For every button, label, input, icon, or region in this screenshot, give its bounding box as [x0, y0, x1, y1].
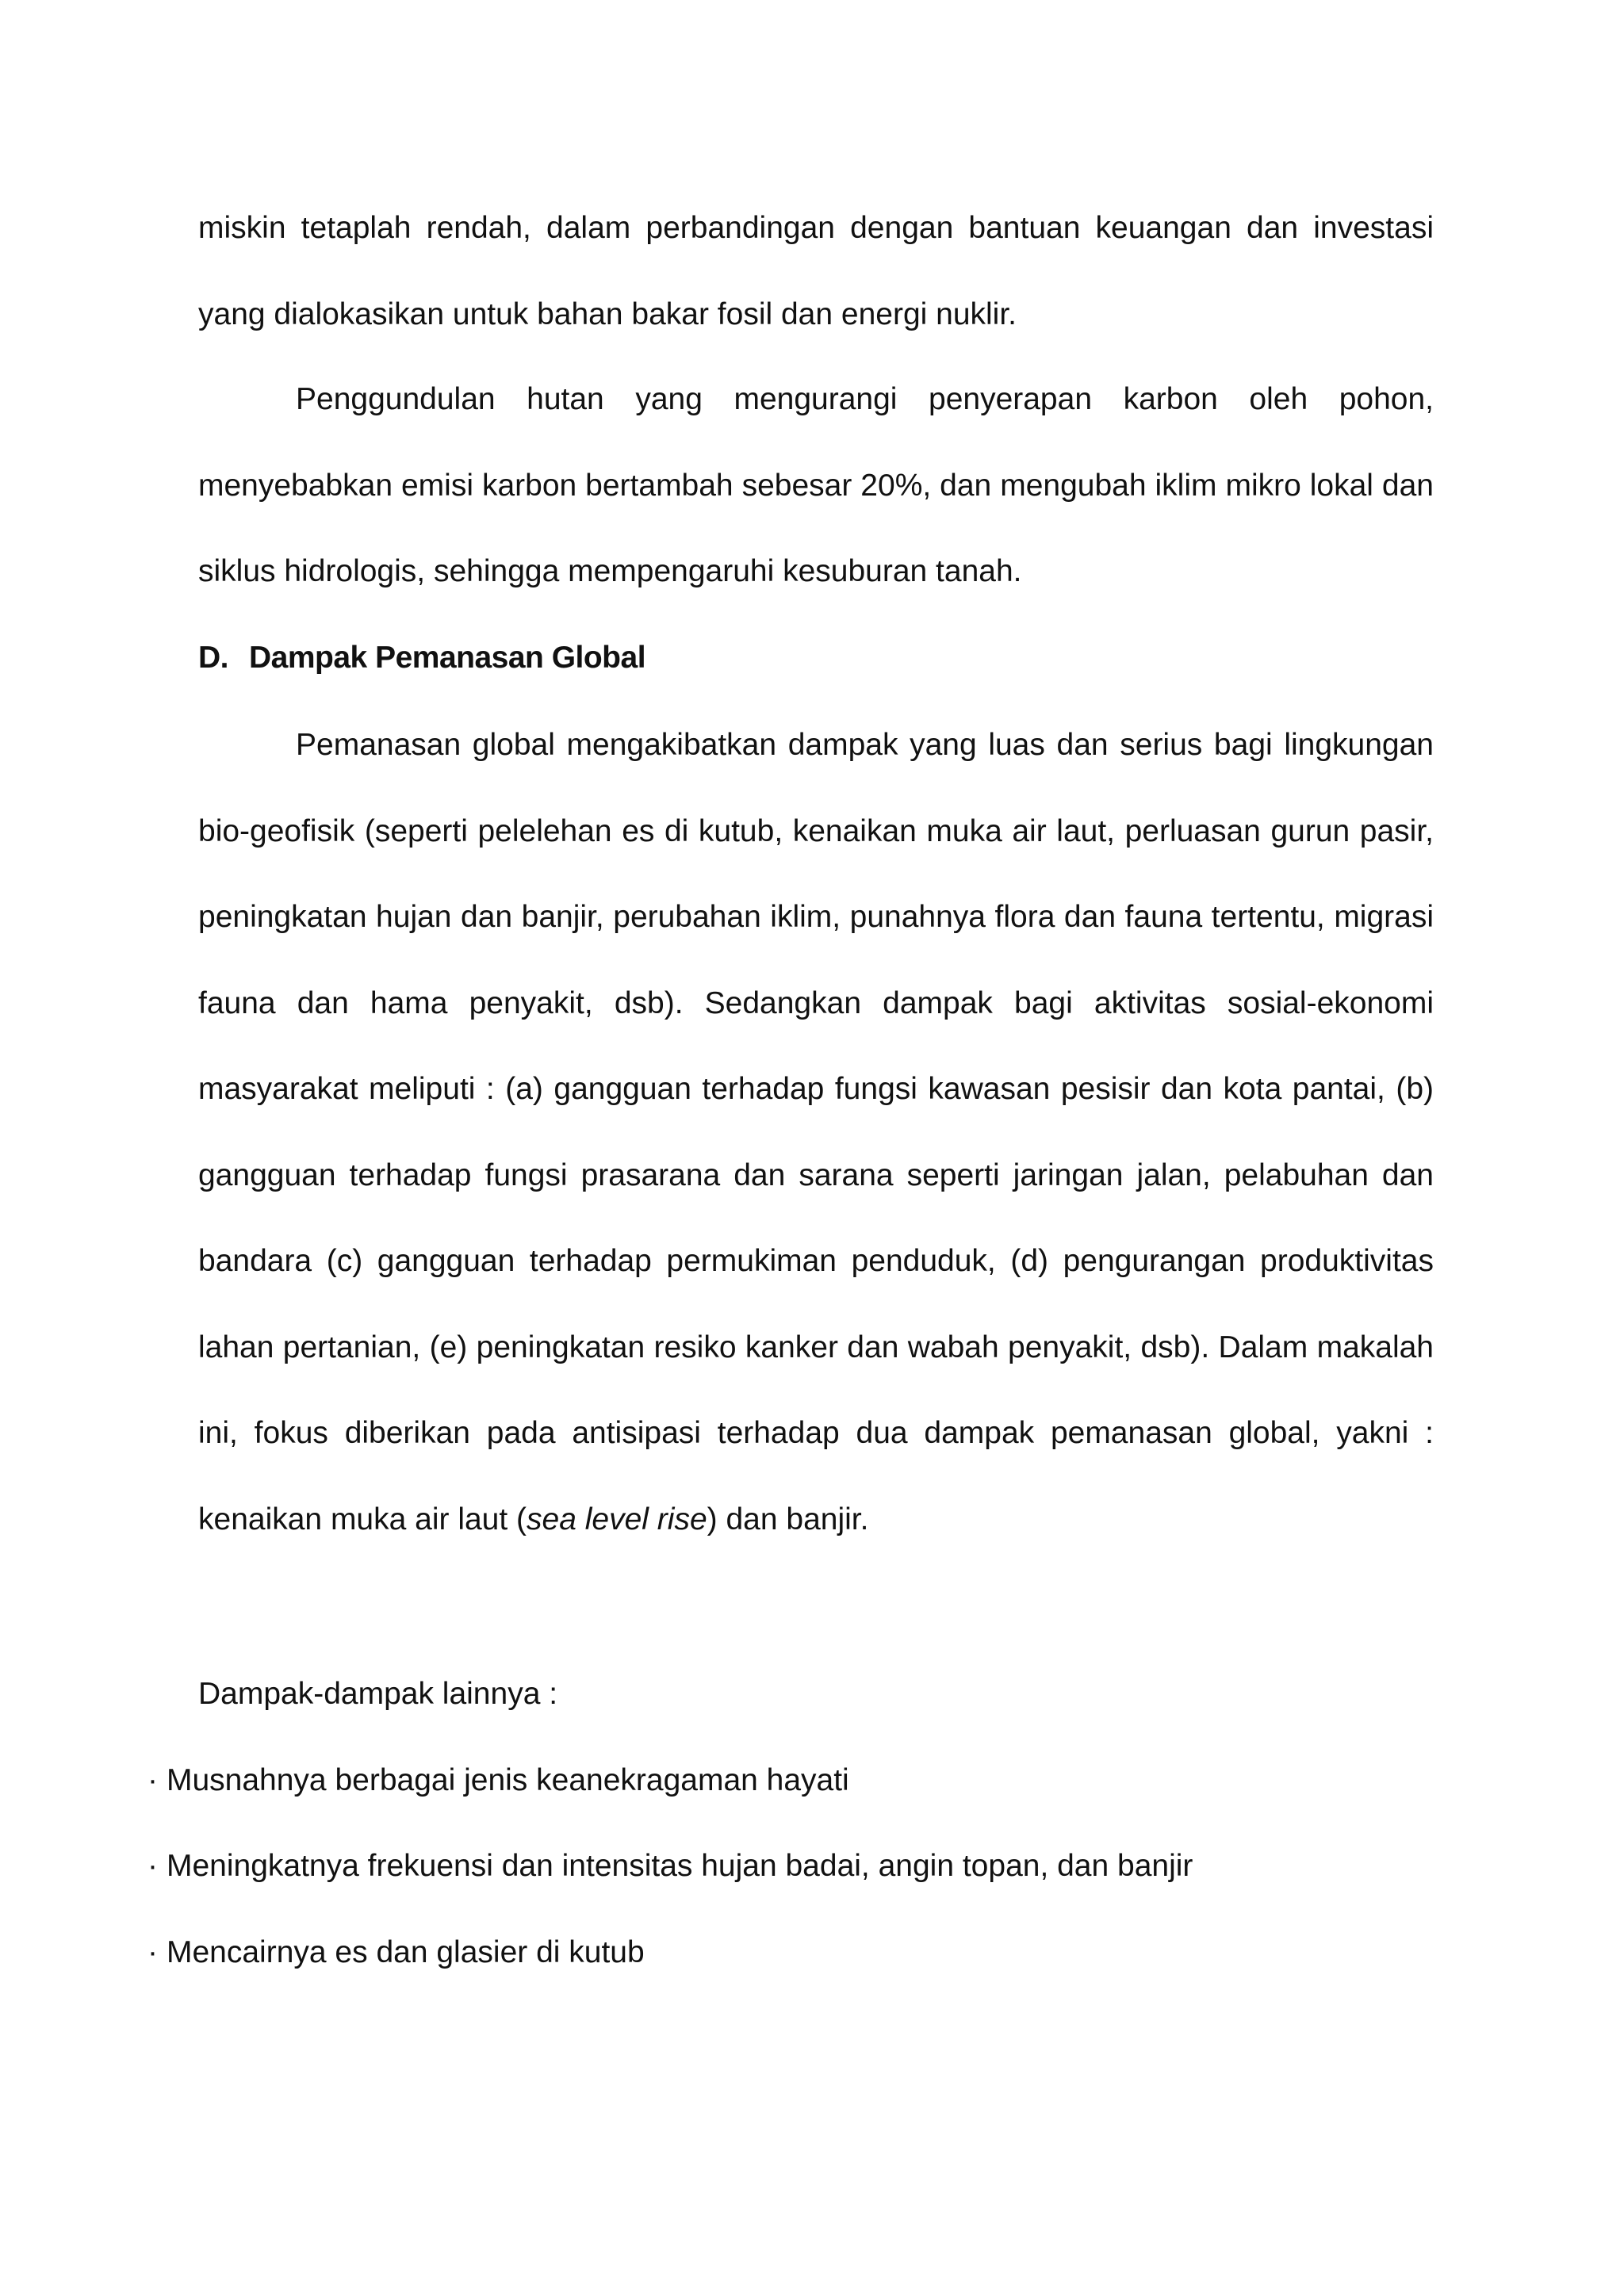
list-item-text: Meningkatnya frekuensi dan intensitas hujan badai, angin topan, dan banjir [167, 1849, 1193, 1883]
other-impacts-label: Dampak-dampak lainnya : [198, 1677, 558, 1711]
paragraph-text-end: ) dan banjir. [707, 1502, 869, 1536]
section-number: D. [198, 641, 228, 675]
global-warming-paragraph [198, 702, 1434, 1563]
intro-paragraph: miskin tetaplah rendah, dalam perbandingan dengan bantuan keuangan dan investasi yang dialokasikan untuk bahan bakar fosil dan energi nuklir. [198, 211, 1434, 331]
list-item [147, 1738, 849, 1824]
deforestation-paragraph: Penggundulan hutan yang mengurangi penyerapan karbon oleh pohon, menyebabkan emisi karbon bertambah sebesar 20%, dan mengubah iklim mikro lokal dan siklus hidrologis, sehingga mempengaruhi kesuburan tanah. [198, 382, 1434, 588]
list-item-text: Musnahnya berbagai jenis keanekragaman hayati [167, 1763, 849, 1797]
paragraph-text: Pemanasan global mengakibatkan dampak yang luas dan serius bagi lingkungan bio-geofisik (seperti pelelehan es di kutub, kenaikan muka air laut, perluasan gurun pasir, peningkatan hujan dan banjir, perubahan iklim, punahnya flora dan fauna tertentu, migrasi fauna dan hama penyakit, dsb). Sedangkan dampak bagi aktivitas sosial-ekonomi masyarakat meliputi : (a) gangguan terhadap fungsi kawasan pesisir dan kota pantai, (b) gangguan terhadap fungsi prasarana dan sarana seperti jaringan jalan, pelabuhan dan bandara (c) gangguan terhadap permukiman penduduk, (d) pengurangan produktivitas lahan pertanian, (e) peningkatan resiko kanker dan wabah penyakit, dsb). Dalam makalah ini, fokus diberikan pada antisipasi terhadap dua dampak pemanasan global, yakni : kenaikan muka air laut ( [198, 728, 1434, 1536]
bullet-icon: · [147, 1935, 158, 1969]
bullet-icon: · [147, 1763, 158, 1797]
list-item [147, 1910, 645, 1996]
list-item [147, 1823, 1193, 1910]
bullet-icon: · [147, 1849, 158, 1883]
section-title: Dampak Pemanasan Global [249, 641, 646, 675]
italic-term: sea level rise [527, 1502, 707, 1536]
list-item-text: Mencairnya es dan glasier di kutub [167, 1935, 645, 1969]
section-heading [198, 615, 1434, 702]
